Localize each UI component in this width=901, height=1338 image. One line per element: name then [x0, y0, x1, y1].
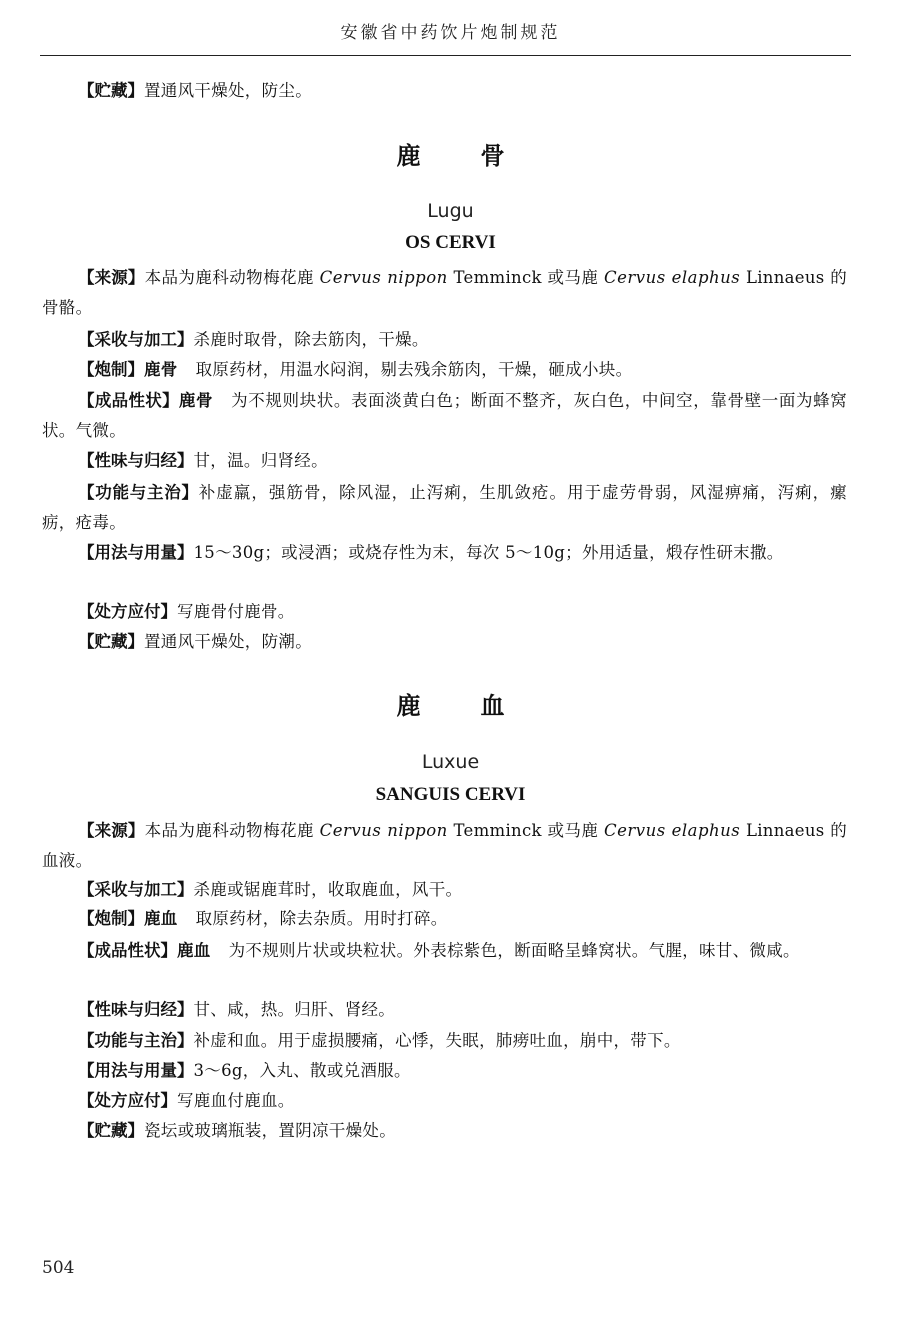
section-text: 甘，温。归肾经。 — [193, 451, 328, 470]
section-text: 补虚和血。用于虚损腰痛，心悸，失眠，肺痨吐血，崩中，带下。 — [193, 1031, 681, 1050]
page-number: 504 — [42, 1258, 75, 1278]
storage-paragraph — [42, 1116, 847, 1146]
section-label: 【炮制】 — [78, 909, 144, 928]
entry-pinyin: Luxue — [421, 751, 480, 773]
section-sublabel: 鹿骨 — [178, 391, 214, 410]
section-label: 【功能与主治】 — [78, 1031, 194, 1050]
section-text: 取原药材，除去杂质。用时打碎。 — [195, 909, 448, 928]
title-char: 血 — [480, 692, 505, 720]
section-text: 杀鹿或锯鹿茸时，收取鹿血，风干。 — [193, 880, 463, 899]
section-text: 写鹿血付鹿血。 — [177, 1091, 295, 1110]
section-text: 瓷坛或玻璃瓶装，置阴凉干燥处。 — [144, 1121, 396, 1140]
section-text: 或马鹿 — [547, 268, 599, 287]
entry-latin-name: SANGUIS CERVI — [375, 784, 526, 805]
processing-paragraph — [42, 355, 847, 385]
title-char: 骨 — [480, 142, 505, 170]
storage-paragraph-carryover — [42, 76, 847, 106]
section-label: 【处方应付】 — [78, 1091, 177, 1110]
function-paragraph — [42, 478, 847, 538]
species-author: Linnaeus — [745, 268, 825, 287]
species-name: Cervus nippon — [319, 821, 448, 840]
section-text: 本品为鹿科动物梅花鹿 — [144, 268, 314, 287]
appearance-paragraph — [42, 386, 847, 446]
section-label: 【成品性状】 — [78, 941, 177, 960]
section-text: 置通风干燥处，防潮。 — [144, 632, 312, 651]
section-sublabel: 鹿血 — [144, 909, 178, 928]
usage-paragraph — [42, 538, 847, 568]
section-text: 的血液。 — [42, 821, 848, 870]
title-char: 鹿 — [396, 692, 421, 720]
section-label: 【贮藏】 — [78, 1121, 144, 1140]
entry-pinyin: Lugu — [427, 200, 474, 222]
section-label: 【贮藏】 — [78, 81, 144, 100]
prescription-paragraph — [42, 1086, 847, 1116]
section-text: 置通风干燥处，防尘。 — [144, 81, 312, 100]
section-text: 甘、咸，热。归肝、肾经。 — [193, 1000, 396, 1019]
entry-latin-name: OS CERVI — [405, 232, 496, 253]
section-label: 【性味与归经】 — [78, 451, 194, 470]
nature-paragraph — [42, 446, 847, 476]
running-header: 安徽省中药饮片炮制规范 — [340, 23, 561, 43]
section-text: 本品为鹿科动物梅花鹿 — [144, 821, 314, 840]
section-label: 【采收与加工】 — [78, 880, 194, 899]
section-label: 【功能与主治】 — [78, 483, 199, 502]
source-paragraph — [42, 816, 847, 876]
section-label: 【性味与归经】 — [78, 1000, 194, 1019]
section-text: 为不规则块状。表面淡黄白色；断面不整齐，灰白色，中间空，靠骨壁一面为蜂窝状。气微。 — [42, 391, 847, 440]
section-text: 杀鹿时取骨，除去筋肉，干燥。 — [193, 330, 429, 349]
section-label: 【用法与用量】 — [78, 543, 194, 562]
section-label: 【贮藏】 — [78, 632, 144, 651]
usage-paragraph — [42, 1056, 847, 1086]
section-text: 或马鹿 — [547, 821, 599, 840]
prescription-paragraph — [42, 597, 847, 627]
function-paragraph — [42, 1026, 847, 1056]
section-text: 取原药材，用温水闷润，剔去残余筋肉，干燥，砸成小块。 — [195, 360, 633, 379]
section-label: 【处方应付】 — [78, 602, 177, 621]
section-text: 3～6g，入丸、散或兑酒服。 — [193, 1061, 411, 1080]
title-char: 鹿 — [396, 142, 421, 170]
section-label: 【用法与用量】 — [78, 1061, 194, 1080]
section-label: 【采收与加工】 — [78, 330, 194, 349]
species-author: Temminck — [453, 268, 542, 287]
section-text: 补虚羸，强筋骨，除风湿，止泻痢，生肌敛疮。用于虚劳骨弱，风湿痹痛，泻痢，瘰疬，疮毒。 — [42, 483, 848, 532]
section-sublabel: 鹿血 — [177, 941, 211, 960]
section-label: 【炮制】 — [78, 360, 144, 379]
header-rule — [40, 55, 851, 56]
appearance-paragraph — [42, 936, 847, 966]
species-author: Linnaeus — [745, 821, 825, 840]
section-text: 为不规则片状或块粒状。外表棕紫色，断面略呈蜂窝状。气腥，味甘、微咸。 — [228, 941, 800, 960]
species-author: Temminck — [453, 821, 542, 840]
species-name: Cervus elaphus — [604, 268, 741, 287]
species-name: Cervus elaphus — [604, 821, 741, 840]
section-sublabel: 鹿骨 — [144, 360, 178, 379]
harvest-paragraph — [42, 325, 847, 355]
species-name: Cervus nippon — [319, 268, 448, 287]
processing-paragraph — [42, 904, 847, 934]
section-label: 【来源】 — [78, 268, 145, 287]
source-paragraph — [42, 263, 847, 323]
harvest-paragraph — [42, 875, 847, 905]
section-text: 的骨骼。 — [42, 268, 848, 317]
entry-title-luxue — [0, 686, 901, 721]
section-label: 【成品性状】 — [78, 391, 179, 410]
section-text: 写鹿骨付鹿骨。 — [177, 602, 295, 621]
storage-paragraph — [42, 627, 847, 657]
entry-title-lugu — [0, 136, 901, 171]
nature-paragraph — [42, 995, 847, 1025]
section-text: 15～30g；或浸酒；或烧存性为末，每次 5～10g；外用适量，煅存性研末撒。 — [193, 543, 784, 562]
section-label: 【来源】 — [78, 821, 145, 840]
